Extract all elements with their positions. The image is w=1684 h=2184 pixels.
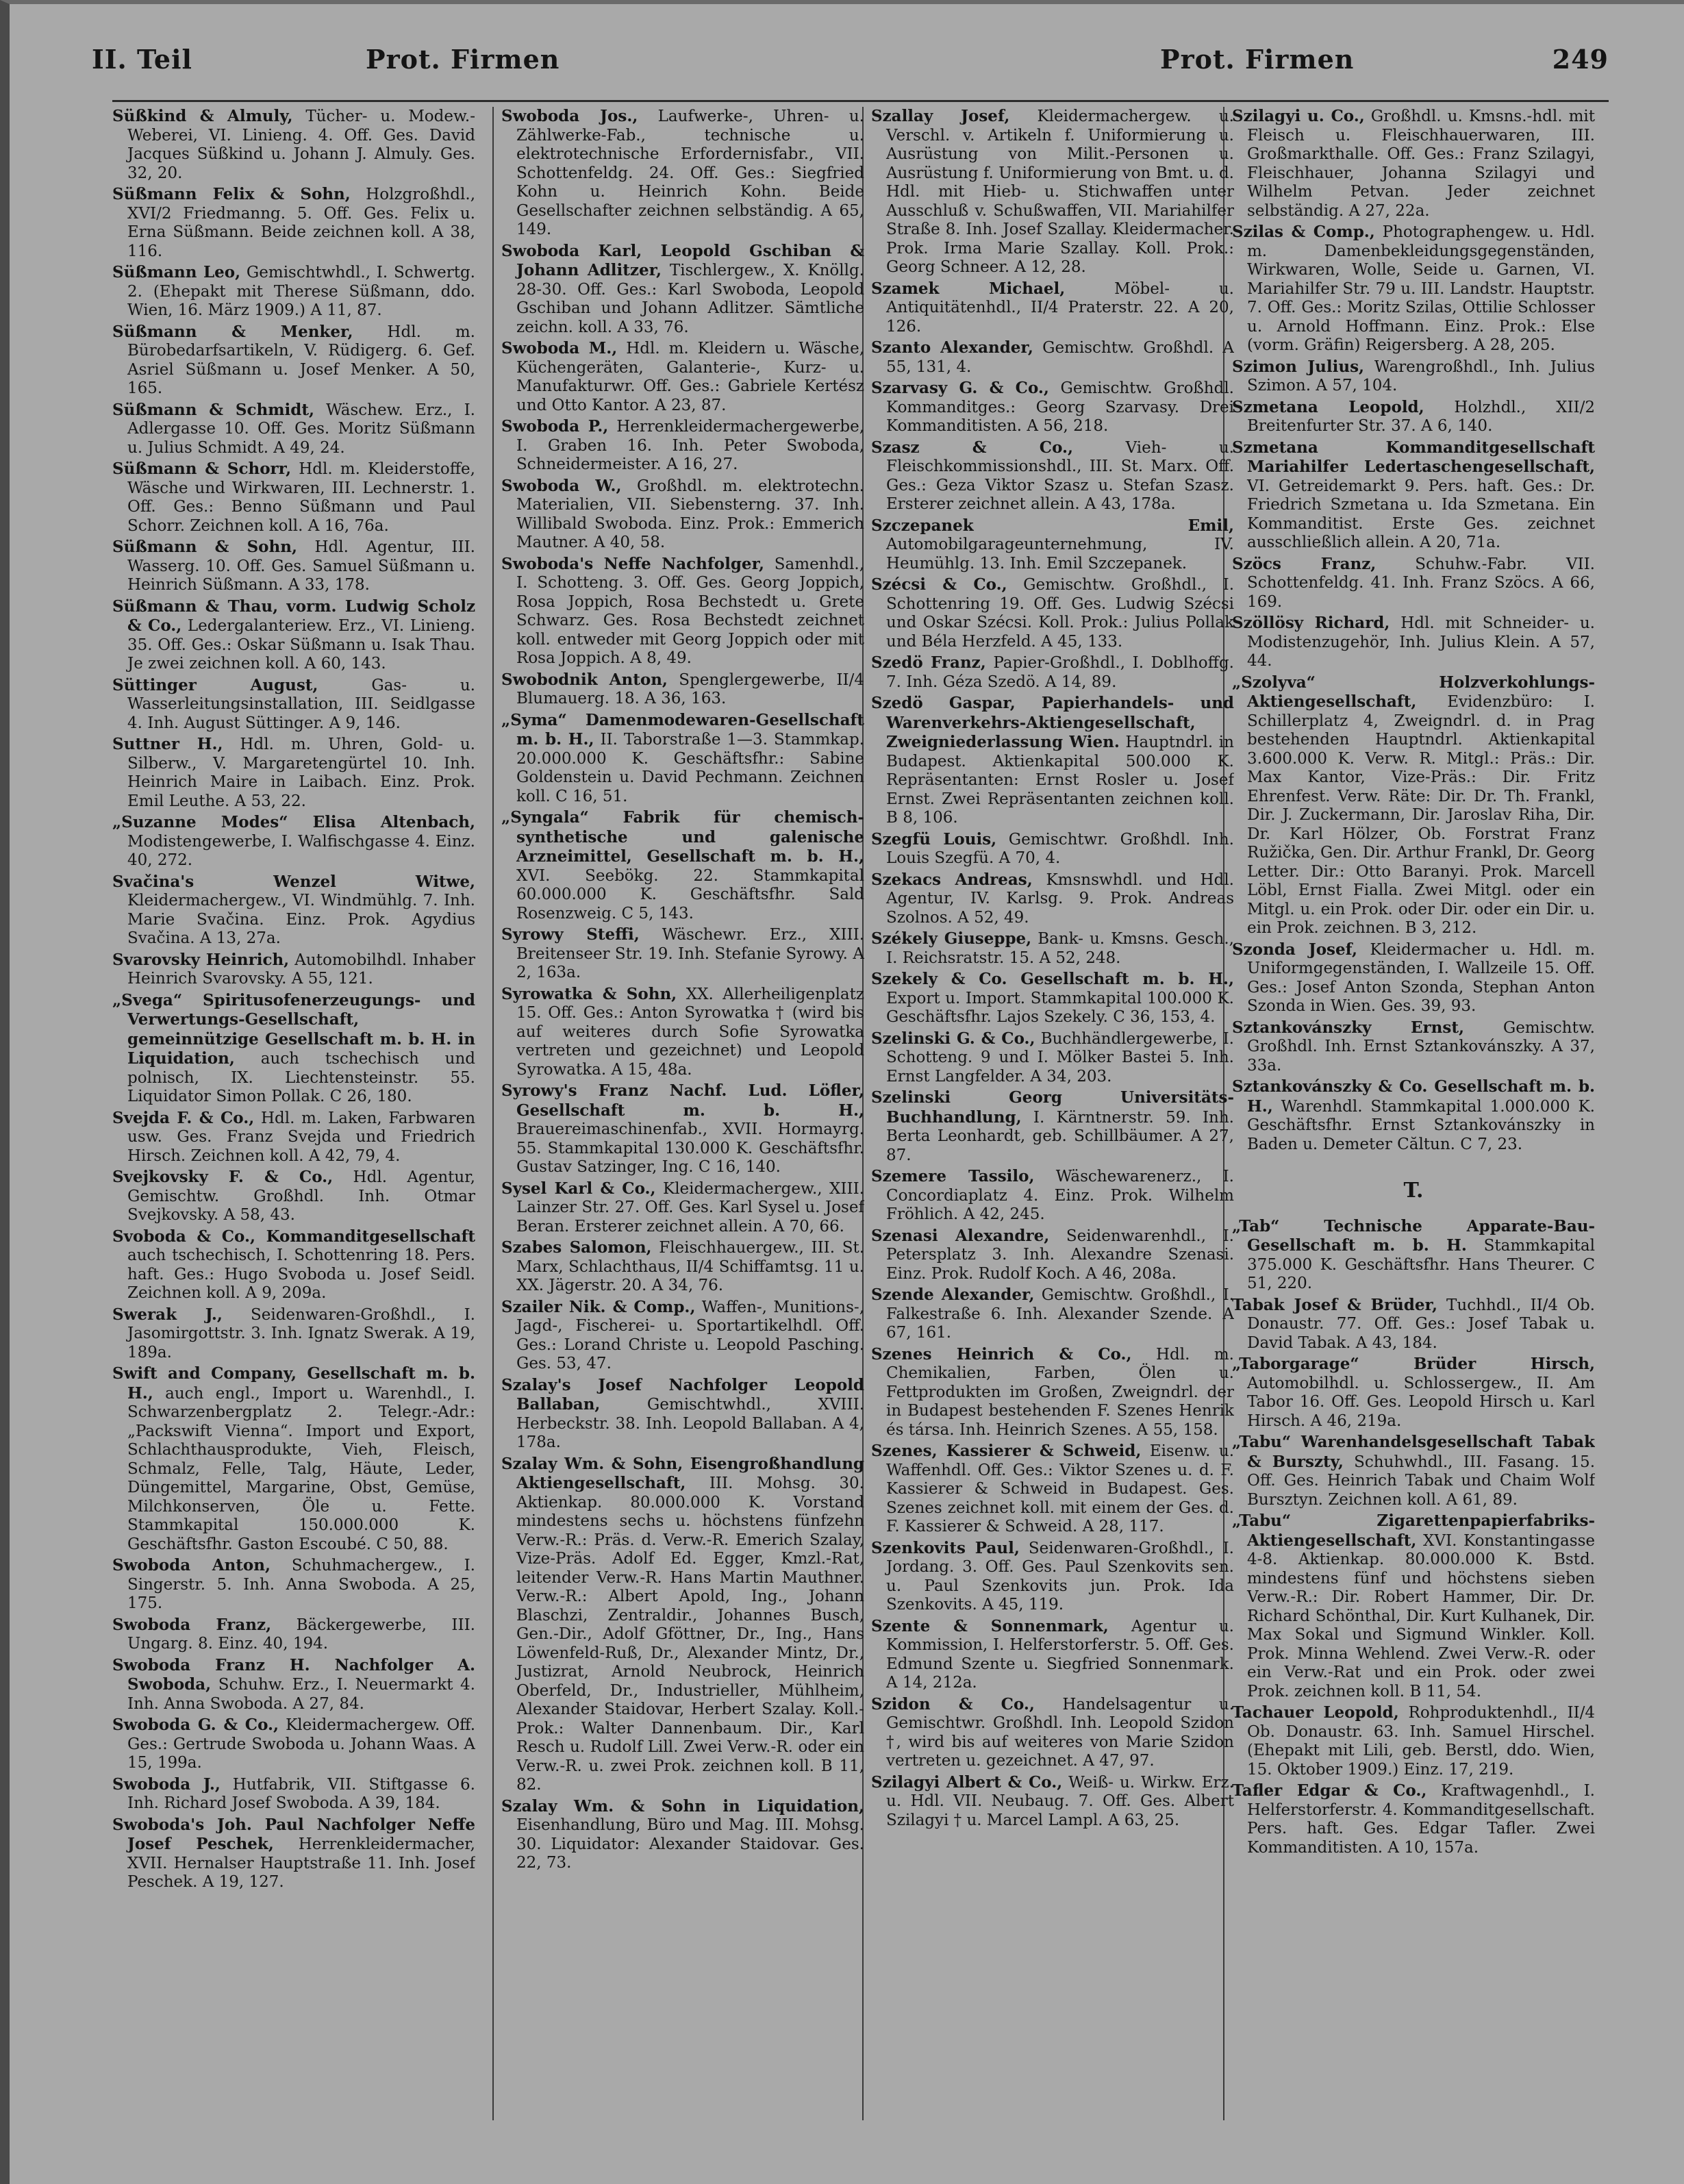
entry-details: Hdl. m. Bürobedarfsartikeln, V. Rüdigerg. 6. Gef. Asriel Süßmann u. Josef Menker. A 50, 165. <box>127 323 475 397</box>
entry-details: XX. Allerheiligenplatz 15. Off. Ges.: Anton Syrowatka † (wird bis auf weiteres durch Sofie Syrowatka vertreten und gezeichnet) und Leopold Syrowatka. A 15, 48a. <box>516 985 864 1079</box>
firm-name: Swoboda Franz H. Nachfolger A. Swoboda, <box>112 1655 475 1694</box>
entry-details: Tuchhdl., II/4 Ob. Donaustr. 77. Off. Ges.: Josef Tabak u. David Tabak. A 43, 184. <box>1247 1296 1595 1352</box>
directory-entry <box>1232 673 1595 938</box>
directory-entry <box>501 1455 864 1795</box>
firm-name: Szasz & Co., <box>871 438 1074 457</box>
firm-name: Süßmann & Schorr, <box>112 460 292 478</box>
entry-details: Seidenwaren-Großhdl., I. Jasomirgottstr. 3. Inh. Ignatz Swerak. A 19, 189a. <box>127 1305 475 1361</box>
entry-details: Gemischtwhdl., I. Schwertg. 2. (Ehepakt mit Therese Süßmann, ddo. Wien, 16. März 1909.) A 11, 87. <box>127 264 475 319</box>
firm-name: Szöcs Franz, <box>1232 554 1377 573</box>
directory-entry <box>871 1617 1234 1693</box>
entry-details: Bank- u. Kmsns. Gesch., I. Reichsratstr. 15. A 52, 248. <box>886 930 1234 967</box>
entry-details: Wäschewr. Erz., XIII. Breitenseer Str. 19. Inh. Stefanie Syrowy. A 2, 163a. <box>516 926 864 981</box>
entry-details: Kleidermachergew. u. Verschl. v. Artikeln f. Uniformierung u. Ausrüstung von Milit.-Personen u. Ausrüstung f. Uniformierung von Bmt. u. d. Hdl. mit Hieb- u. Stichwaffen unter Ausschluß v. Schußwaffen, VII. Mariahilfer Straße 8. Inh. Josef Szallay. Kleidermacher. Prok. Irma Marie Szallay. Koll. Prok.: Georg Schneer. A 12, 28. <box>886 108 1234 276</box>
entry-details: Kleidermacher u. Hdl. m. Uniformgegenständen, I. Wallzeile 15. Off. Ges.: Josef Anton Szonda, Stephan Anton Szonda in Wien. Ges. 39, 93. <box>1247 940 1595 1015</box>
firm-name: Szegfü Louis, <box>871 829 997 849</box>
firm-name: Sysel Karl & Co., <box>501 1179 656 1198</box>
entry-details: Automobilgarageunternehmung, IV. Heumühlg. 13. Inh. Emil Szczepanek. <box>886 536 1234 573</box>
firm-name: Süttinger August, <box>112 675 318 694</box>
firm-name: Szimon Julius, <box>1232 357 1365 376</box>
entry-details: Holzgroßhdl., XVI/2 Friedmanng. 5. Off. Ges. Felix u. Erna Süßmann. Beide zeichnen koll. A 38, 116. <box>127 186 475 260</box>
directory-entry <box>501 339 864 415</box>
directory-entry <box>112 107 475 183</box>
firm-name: Szmetana Leopold, <box>1232 397 1424 416</box>
entry-details: XVI. Konstantingasse 4-8. Aktienkap. 80.000.000 K. Bstd. mindestens fünf und höchstens sieben Verw.-R.: Dir. Robert Hammer, Dir. Dr. Richard Schönthal, Dir. Kurt Kulhanek, Dir. Max Sokal und Sigmund Winkler. Koll. Prok. Minna Wehlend. Zwei Verw.-R. oder ein Verw.-Rat und ein Prok. oder zwei Prok. zeichnen koll. B 11, 54. <box>1247 1531 1595 1700</box>
entry-details: Gemischtw. Großhdl. A 55, 131, 4. <box>886 339 1234 376</box>
firm-name: Szczepanek Emil, <box>871 516 1234 535</box>
entry-details: Kleidermachergew., XIII. Lainzer Str. 27. Off. Ges. Karl Sysel u. Josef Beran. Ersterer zeichnet allein. A 70, 66. <box>516 1179 864 1235</box>
entry-details: II. Taborstraße 1—3. Stammkap. 20.000.000 K. Geschäftsfhr.: Sabine Goldenstein u. David Pechmann. Zeichnen koll. C 16, 51. <box>516 731 864 805</box>
firm-name: Szarvasy G. & Co., <box>871 379 1049 397</box>
firm-name: Süßmann & Schmidt, <box>112 400 314 419</box>
firm-name: Szelinski Georg Universitäts-Buchhandlung, <box>871 1088 1234 1127</box>
directory-entry <box>871 1442 1234 1537</box>
firm-name: Swoboda G. & Co., <box>112 1716 279 1734</box>
firm-name: Szende Alexander, <box>871 1285 1035 1304</box>
entry-details: Eisenhandlung, Büro und Mag. III. Mohsg. 30. Liquidator: Alexander Staidovar. Ges. 22, 73. <box>516 1816 864 1872</box>
directory-entry <box>871 438 1234 514</box>
firm-name: Swoboda P., <box>501 417 609 436</box>
directory-entry <box>112 951 475 989</box>
directory-entry <box>1232 1355 1595 1431</box>
firm-name: Syrowy's Franz Nachf. Lud. Löfler, Gesellschaft m. b. H., <box>501 1081 864 1120</box>
entry-details: auch tschechisch und polnisch, IX. Liechtensteinstr. 55. Liquidator Simon Pollak. C 26, 180. <box>127 1050 475 1105</box>
directory-entry <box>501 477 864 553</box>
firm-name: Swoboda's Joh. Paul Nachfolger Neffe Josef Peschek, <box>112 1815 475 1853</box>
firm-name: Szelinski G. & Co., <box>871 1029 1035 1048</box>
entry-details: Gemischtw. Großhdl., I. Schottenring 19. Off. Ges. Ludwig Szécsi und Oskar Szécsi. Koll. Prok.: Julius Pollak und Béla Herzfeld. A 45, 133. <box>886 576 1234 651</box>
directory-entry <box>871 870 1234 928</box>
directory-entry <box>112 676 475 733</box>
entry-details: Tücher- u. Modew.-Weberei, VI. Linieng. 4. Off. Ges. David Jacques Süßkind u. Johann J. Almuly. Ges. 32, 20. <box>127 108 475 182</box>
firm-name: Szente & Sonnenmark, <box>871 1616 1109 1635</box>
entry-details: auch tschechisch, I. Schottenring 18. Pers. haft. Ges.: Hugo Svoboda u. Josef Seidl. Zeichnen koll. A 9, 209a. <box>127 1246 475 1302</box>
firm-name: Süßmann & Menker, <box>112 322 353 341</box>
directory-entry <box>1232 1018 1595 1076</box>
entry-details: Schuhw.-Fabr. VII. Schottenfeldg. 41. Inh. Franz Szöcs. A 66, 169. <box>1247 555 1595 611</box>
directory-entry <box>871 575 1234 651</box>
firm-name: Swift and Company, Gesellschaft m. b. H., <box>112 1364 475 1403</box>
firm-name: Svoboda & Co., Kommanditgesellschaft <box>112 1227 475 1246</box>
firm-name: „Taborgarage“ Brüder Hirsch, <box>1232 1355 1595 1373</box>
entry-details: Holzhdl., XII/2 Breitenfurter Str. 37. A 6, 140. <box>1247 398 1595 435</box>
entry-details: Automobilhdl. Inhaber Heinrich Svarovsky. A 55, 121. <box>127 951 475 988</box>
firm-name: Székely Giuseppe, <box>871 929 1032 948</box>
directory-entry <box>1232 223 1595 355</box>
entry-details: Export u. Import. Stammkapital 100.000 K. Geschäftsfhr. Lajos Szekely. C 36, 153, 4. <box>886 989 1234 1026</box>
entry-details: Hdl. mit Schneider- u. Modistenzugehör, Inh. Julius Klein. A 57, 44. <box>1247 614 1595 670</box>
firm-name: Szallay Josef, <box>871 107 1010 125</box>
entry-details: Hdl. m. Chemikalien, Farben, Ölen u. Fettprodukten im Großen, Zweigndrl. der in Budapest bestehenden F. Szenes Henrik és társa. Inh. Heinrich Szenes. A 55, 158. <box>886 1345 1234 1439</box>
directory-entry <box>112 735 475 811</box>
firm-name: Szöllösy Richard, <box>1232 614 1390 632</box>
firm-name: Szilagyi Albert & Co., <box>871 1772 1063 1792</box>
firm-name: Syrowy Steffi, <box>501 925 640 944</box>
directory-entry <box>112 813 475 870</box>
firm-name: Swoboda Anton, <box>112 1556 271 1574</box>
firm-name: Süßmann Felix & Sohn, <box>112 185 351 203</box>
column-divider <box>492 107 494 2120</box>
directory-entry <box>871 653 1234 692</box>
firm-name: Süßmann & Sohn, <box>112 538 297 556</box>
directory-entry <box>1232 1077 1595 1154</box>
entry-details: Gemischtw. Großhdl. Kommanditges.: Georg Szarvasy. Drei Kommanditisten. A 56, 218. <box>886 379 1234 435</box>
directory-entry <box>501 925 864 983</box>
column-3 <box>871 107 1234 2120</box>
entry-details: Rohproduktenhdl., II/4 Ob. Donaustr. 63. Inh. Samuel Hirschel. (Ehepakt mit Lili, geb. Berstl, ddo. Wien, 15. Oktober 1909.) Einz. 17, 219. <box>1247 1704 1595 1779</box>
directory-entry <box>501 417 864 475</box>
entry-details: Stammkapital 375.000 K. Geschäftsfhr. Hans Theurer. C 51, 220. <box>1247 1237 1595 1292</box>
entry-details: Eisenw. u. Waffenhdl. Off. Ges.: Viktor Szenes u. d. F. Kassierer & Schweid in Budapest. Ges. Szenes zeichnet koll. mit einem der Ges. d. F. Kassierer & Schweid. A 28, 117. <box>886 1442 1234 1535</box>
directory-entry <box>871 694 1234 828</box>
entry-details: Spenglergewerbe, II/4 Blumauerg. 18. A 36, 163. <box>516 670 864 707</box>
entry-details: I. Kärntnerstr. 59. Inh. Berta Leonhardt, geb. Schillbäumer. A 27, 87. <box>886 1108 1234 1164</box>
column-4 <box>1232 107 1595 2120</box>
directory-entry <box>112 401 475 458</box>
entry-details: Kleidermachergew. Off. Ges.: Gertrude Swoboda u. Johann Waas. A 15, 199a. <box>127 1716 475 1772</box>
column-1 <box>112 107 475 2120</box>
directory-entry <box>112 1168 475 1225</box>
entry-details: Wäschewarenerz., I. Concordiaplatz 4. Einz. Prok. Wilhelm Fröhlich. A 42, 245. <box>886 1168 1234 1223</box>
entry-details: Ledergalanteriew. Erz., VI. Linieng. 35. Off. Ges.: Oskar Süßmann u. Isak Thau. Je zwei zeichnen koll. A 60, 143. <box>127 617 475 673</box>
entry-details: Herrenkleidermacher, XVII. Hernalser Hauptstraße 11. Inh. Josef Peschek. A 19, 127. <box>127 1835 475 1891</box>
firm-name: Süßmann Leo, <box>112 263 241 281</box>
firm-name: Szalay Wm. & Sohn in Liquidation, <box>501 1796 864 1816</box>
directory-entry <box>112 538 475 595</box>
entry-details: Fleischhauergew., III. St. Marx, Schlachthaus, II/4 Schiffamtsg. 11 u. XX. Jägerstr. 20. A 34, 76. <box>516 1239 864 1294</box>
directory-entry <box>871 1029 1234 1087</box>
firm-name: Tafler Edgar & Co., <box>1232 1781 1427 1800</box>
firm-name: Svarovsky Heinrich, <box>112 950 290 969</box>
entry-details: Hauptndrl. in Budapest. Aktienkapital 500.000 K. Repräsentanten: Ernst Rosler u. Josef Ernst. Zwei Repräsentanten zeichnen koll. B 8, 106. <box>886 733 1234 827</box>
entry-details: Hutfabrik, VII. Stiftgasse 6. Inh. Richard Josef Swoboda. A 39, 184. <box>127 1775 475 1812</box>
directory-entry <box>871 1227 1234 1284</box>
entry-details: Brauereimaschinenfab., XVII. Hormayrg. 55. Stammkapital 130.000 K. Geschäftsfhr. Gustav Satzinger, Ing. C 16, 140. <box>516 1120 864 1176</box>
firm-name: „Tab“ Technische Apparate-Bau-Gesellschaft m. b. H. <box>1232 1216 1595 1255</box>
directory-entry <box>112 597 475 674</box>
entry-details: Gemischtw. Großhdl., I. Falkestraße 6. Inh. Alexander Szende. A 67, 161. <box>886 1286 1234 1342</box>
firm-name: Szmetana Kommanditgesellschaft Mariahilfer Ledertaschengesellschaft, <box>1232 438 1595 476</box>
directory-entry <box>1232 940 1595 1016</box>
firm-name: Szekely & Co. Gesellschaft m. b. H., <box>871 970 1234 988</box>
entry-details: Kmsnswhdl. und Hdl. Agentur, IV. Karlsg. 9. Prok. Andreas Szolnos. A 52, 49. <box>886 870 1234 927</box>
firm-name: Szedö Gaspar, Papierhandels- und Warenverkehrs-Aktiengesellschaft, Zweigniederlassung Wien. <box>871 694 1234 751</box>
entry-details: Gemischtwhdl., XVIII. Herbeckstr. 38. Inh. Leopold Ballaban. A 4, 178a. <box>516 1396 864 1451</box>
entry-details: Samenhdl., I. Schotteng. 3. Off. Ges. Georg Joppich, Rosa Joppich, Rosa Bechstedt u. Grete Schwarz. Ges. Rosa Bechstedt zeichnet koll. entweder mit Georg Joppich oder mit Rosa Joppich. A 8, 49. <box>516 555 864 667</box>
firm-name: „Syngala“ Fabrik für chemisch-synthetische und galenische Arzneimittel, Gesellschaft m. b. H., <box>501 808 864 866</box>
entry-details: Waffen-, Munitions-, Jagd-, Fischerei- u. Sportartikelhdl. Off. Ges.: Lorand Christe u. Leopold Pasching. Ges. 53, 47. <box>516 1298 864 1372</box>
firm-name: „Tabu“ Zigarettenpapierfabriks-Aktiengesellschaft, <box>1232 1511 1595 1550</box>
entry-details: Herrenkleidermachergewerbe, I. Graben 16. Inh. Peter Swoboda, Schneidermeister. A 16, 27. <box>516 418 864 473</box>
entry-details: Kleidermachergew., VI. Windmühlg. 7. Inh. Marie Svačina. Einz. Prok. Agydius Svačina. A 13, 27a. <box>127 892 475 947</box>
directory-entry <box>112 460 475 536</box>
entry-details: Seidenwarenhdl., I. Petersplatz 3. Inh. Alexandre Szenasi. Einz. Prok. Rudolf Koch. A 46, 208a. <box>886 1227 1234 1283</box>
directory-entry <box>112 1616 475 1654</box>
entry-details: Papier-Großhdl., I. Doblhoffg. 7. Inh. Géza Szedö. A 14, 89. <box>886 654 1234 691</box>
firm-name: „Suzanne Modes“ Elisa Altenbach, <box>112 813 475 831</box>
firm-name: Swoboda's Neffe Nachfolger, <box>501 554 765 573</box>
entry-details: III. Mohsg. 30. Aktienkap. 80.000.000 K. Vorstand mindestens sechs u. höchstens fünfzehn Verw.-R.: Präs. d. Verw.-R. Emerich Szalay, Vize-Präs. Adolf Ed. Egger, Kmzl.-Rat, leitender Verw.-R. Hans Martin Mauthner. Verw.-R.: Albert Apold, Ing., Johann Blaschzi, Zentraldir., Johannes Busch, Gen.-Dir., Adolf Gföttner, Dr., Ing., Hans Löwenfeld-Ruß, Dr., Alexander Mintz, Dr., Justizrat, Arnold Neubrock, Heinrich Oberfeld, Dr., Industrieller, Mühlheim, Alexander Staidovar, Herbert Szalay. Koll.-Prok.: Walter Dannenbaum. Dir., Karl Resch u. Rudolf Lill. Zwei Verw.-R. oder ein Verw.-R. u. zwei Prok. zeichnen koll. B 11, 82. <box>516 1474 864 1794</box>
entry-details: Schuhwhdl., III. Fasang. 15. Off. Ges. Heinrich Tabak und Chaim Wolf Bursztyn. Zeichnen koll. A 61, 89. <box>1247 1453 1595 1509</box>
entry-details: Warengroßhdl., Inh. Julius Szimon. A 57, 104. <box>1247 357 1595 394</box>
directory-entry <box>112 263 475 321</box>
directory-entry <box>501 985 864 1080</box>
directory-entry <box>871 107 1234 277</box>
firm-name: Szenes, Kassierer & Schweid, <box>871 1442 1142 1460</box>
entry-details: Warenhdl. Stammkapital 1.000.000 K. Geschäftsfhr. Ernst Sztankovánszky in Baden u. Demeter Căltun. C 7, 23. <box>1247 1097 1595 1153</box>
entry-details: Hdl. m. Uhren, Gold- u. Silberw., V. Margaretengürtel 10. Inh. Heinrich Maire in Laibach. Einz. Prok. Emil Leuthe. A 53, 22. <box>127 736 475 810</box>
directory-entry <box>501 1238 864 1296</box>
firm-name: Svejda F. & Co., <box>112 1108 255 1127</box>
firm-name: Szenkovits Paul, <box>871 1538 1020 1557</box>
entry-details: Gas- u. Wasserleitungsinstallation, III. Seidlgasse 4. Inh. August Süttinger. A 9, 146. <box>127 676 475 732</box>
firm-name: Sztankovánszky & Co. Gesellschaft m. b. H., <box>1232 1077 1595 1116</box>
directory-entry <box>501 1376 864 1453</box>
section-letter: T. <box>1403 1179 1424 1203</box>
directory-entry <box>871 1167 1234 1225</box>
entry-details: Gemischtw. Großhdl. Inh. Ernst Sztankovánszky. A 37, 33a. <box>1247 1018 1595 1075</box>
entry-details: Möbel- u. Antiquitätenhdl., II/4 Praterstr. 22. A 20, 126. <box>886 279 1234 336</box>
directory-entry <box>501 1179 864 1237</box>
directory-entry <box>871 929 1234 968</box>
column-2 <box>501 107 864 2120</box>
directory-entry <box>871 338 1234 377</box>
firm-name: Szabes Salomon, <box>501 1238 652 1257</box>
firm-name: Szenasi Alexandre, <box>871 1226 1050 1245</box>
firm-name: Swobodnik Anton, <box>501 670 668 689</box>
directory-entry <box>871 1345 1234 1440</box>
directory-entry <box>871 379 1234 436</box>
directory-entry <box>112 323 475 399</box>
directory-entry <box>871 516 1234 574</box>
firm-name: Szemere Tassilo, <box>871 1167 1035 1185</box>
directory-entry <box>1232 555 1595 612</box>
directory-entry <box>112 185 475 261</box>
firm-name: Syrowatka & Sohn, <box>501 984 677 1003</box>
entry-details: Großhdl. u. Kmsns.-hdl. mit Fleisch u. Fleischhauerwaren, III. Großmarkthalle. Off. Ges.: Franz Szilagyi, Fleischhauer, Johanna Szilagyi und Wilhelm Petvan. Jeder zeichnet selbständig. A 27, 22a. <box>1247 108 1595 220</box>
directory-entry <box>112 1227 475 1303</box>
directory-entry <box>1232 107 1595 221</box>
directory-entry <box>871 970 1234 1027</box>
directory-entry <box>112 991 475 1107</box>
directory-entry <box>871 1285 1234 1343</box>
firm-name: Suttner H., <box>112 735 223 753</box>
entry-details: Modistengewerbe, I. Walfischgasse 4. Einz. 40, 272. <box>127 832 475 869</box>
firm-name: „Szolyva“ Holzverkohlungs-Aktiengesellschaft, <box>1232 673 1595 711</box>
directory-entry <box>871 279 1234 337</box>
directory-entry <box>1232 357 1595 396</box>
directory-entry <box>501 555 864 668</box>
firm-name: Tabak Josef & Brüder, <box>1232 1295 1437 1314</box>
entry-details: Buchhändlergewerbe, I. Schotteng. 9 und I. Mölker Bastei 5. Inh. Ernst Langfelder. A 34, 203. <box>886 1029 1234 1085</box>
firm-name: Sztankovánszky Ernst, <box>1232 1018 1464 1037</box>
entry-details: Bäckergewerbe, III. Ungarg. 8. Einz. 40, 194. <box>127 1616 475 1653</box>
firm-name: Szailer Nik. & Comp., <box>501 1297 696 1316</box>
entry-details: Großhdl. m. elektrotechn. Materialien, VII. Siebensterng. 37. Inh. Willibald Swoboda. Einz. Prok.: Emmerich Mautner. A 40, 58. <box>516 477 864 551</box>
entry-details: Photographengew. u. Hdl. m. Damenbekleidungsgegenständen, Wirkwaren, Wolle, Seide u. Garnen, VI. Mariahilfer Str. 79 u. III. Landstr. Hauptstr. 7. Off. Ges.: Moritz Szilas, Ottilie Schlosser u. Arnold Hoffmann. Einz. Prok.: Else (vorm. Gräfin) Reigersberg. A 28, 205. <box>1247 223 1595 354</box>
directory-entry <box>112 873 475 949</box>
entry-details: Schuhw. Erz., I. Neuermarkt 4. Inh. Anna Swoboda. A 27, 84. <box>127 1676 475 1713</box>
firm-name: Szanto Alexander, <box>871 338 1033 357</box>
directory-entry <box>112 1816 475 1892</box>
firm-name: Szécsi & Co., <box>871 575 1007 594</box>
directory-entry <box>112 1305 475 1363</box>
firm-name: Svačina's Wenzel Witwe, <box>112 872 475 891</box>
entry-details: Schuhmachergew., I. Singerstr. 5. Inh. Anna Swoboda. A 25, 175. <box>127 1557 475 1612</box>
firm-name: Szenes Heinrich & Co., <box>871 1344 1132 1364</box>
directory-entry <box>112 1556 475 1614</box>
firm-name: Szekacs Andreas, <box>871 870 1033 889</box>
directory-entry <box>501 670 864 709</box>
firm-name: Swoboda M., <box>501 339 618 357</box>
directory-entry <box>112 1656 475 1714</box>
firm-name: Szidon & Co., <box>871 1694 1035 1714</box>
entry-details: Hdl. m. Kleidern u. Wäsche, Küchengeräten, Galanterie-, Kurz- u. Manufakturwr. Off. Ges.: Gabriele Kertész und Otto Kantor. A 23, 87. <box>516 340 864 414</box>
firm-name: Svejkovsky F. & Co., <box>112 1168 334 1186</box>
firm-name: Süßkind & Almuly, <box>112 107 293 125</box>
firm-name: Tachauer Leopold, <box>1232 1703 1399 1722</box>
directory-entry <box>501 1298 864 1374</box>
entry-details: Hdl. Agentur, III. Wasserg. 10. Off. Ges. Samuel Süßmann u. Heinrich Süßmann. A 33, 178. <box>127 538 475 594</box>
directory-entry <box>112 1364 475 1554</box>
directory-entry <box>871 830 1234 868</box>
directory-entry <box>501 107 864 240</box>
entry-details: Weiß- u. Wirkw. Erz. u. Hdl. VII. Neubaug. 7. Off. Ges. Albert Szilagyi † u. Marcel Lampl. A 63, 25. <box>886 1773 1234 1829</box>
entry-details: Wäschew. Erz., I. Adlergasse 10. Off. Ges. Moritz Süßmann u. Julius Schmidt. A 49, 24. <box>127 401 475 457</box>
directory-entry <box>871 1088 1234 1165</box>
directory-entry <box>1232 1511 1595 1701</box>
entry-details: Seidenwaren-Großhdl., I. Jordang. 3. Off. Ges. Paul Szenkovits sen. u. Paul Szenkovits jun. Prok. Ida Szenkovits. A 45, 119. <box>886 1539 1234 1614</box>
directory-entry <box>501 711 864 807</box>
firm-name: Swoboda Franz, <box>112 1615 272 1634</box>
header-rule <box>112 100 1609 102</box>
firm-name: Szonda Josef, <box>1232 940 1358 959</box>
directory-entry <box>501 242 864 338</box>
entry-details: Gemischtwr. Großhdl. Inh. Louis Szegfü. A 70, 4. <box>886 830 1234 867</box>
firm-name: Swoboda Karl, Leopold Gschiban & Johann Adlitzer, <box>501 241 864 279</box>
directory-entry <box>871 1773 1234 1831</box>
firm-name: Swoboda Jos., <box>501 107 638 125</box>
firm-name: Szalay's Josef Nachfolger Leopold Ballaban, <box>501 1375 864 1414</box>
entry-details: XVI. Seebökg. 22. Stammkapital 60.000.000 K. Geschäftsfhr. Sald Rosenzweig. C 5, 143. <box>516 866 864 922</box>
directory-entry <box>1232 438 1595 553</box>
firm-name: Szalay Wm. & Sohn, Eisengroßhandlung Aktiengesellschaft, <box>501 1454 864 1492</box>
entry-details: Kraftwagenhdl., I. Helferstorferstr. 4. Kommanditgesellschaft. Pers. haft. Ges. Edgar Tafler. Zwei Kommanditisten. A 10, 157a. <box>1247 1782 1595 1857</box>
entry-details: Vieh- u. Fleischkommissionshdl., III. St. Marx. Off. Ges.: Geza Viktor Szasz u. Stefan Szasz. Ersterer zeichnet allein. A 43, 178a. <box>886 438 1234 513</box>
page-header <box>92 44 1609 92</box>
firm-name: „Svega“ Spiritusofenerzeugungs- und Verwertungs-Gesellschaft, gemeinnützige Gesellschaft m. b. H. in Liquidation, <box>112 990 475 1068</box>
directory-entry <box>501 808 864 923</box>
entry-details: Automobilhdl. u. Schlossergew., II. Am Tabor 16. Off. Ges. Leopold Hirsch u. Karl Hirsch. A 46, 219a. <box>1247 1374 1595 1430</box>
directory-entry <box>1232 1781 1595 1857</box>
firm-name: Szamek Michael, <box>871 279 1066 298</box>
entry-details: VI. Getreidemarkt 9. Pers. haft. Ges.: Dr. Friedrich Szmetana u. Ida Szmetana. Ein Kommanditist. Erste Ges. zeichnet ausschließlich allein. A 20, 71a. <box>1247 477 1595 551</box>
directory-entry <box>1232 1217 1595 1294</box>
firm-name: Szedö Franz, <box>871 653 986 672</box>
directory-entry <box>871 1695 1234 1771</box>
entry-details: Tischlergew., X. Knöllg. 28-30. Off. Ges.: Karl Swoboda, Leopold Gschiban und Johann Adlitzer. Sämtliche zeichn. koll. A 33, 76. <box>516 262 864 336</box>
entry-details: Hdl. m. Laken, Farbwaren usw. Ges. Franz Svejda und Friedrich Hirsch. Zeichnen koll. A 42, 79, 4. <box>127 1109 475 1165</box>
entry-details: Evidenzbüro: I. Schillerplatz 4, Zweigndrl. d. in Prag bestehenden Hauptndrl. Aktienkapital 3.600.000 K. Verw. R. Mitgl.: Präs.: Dir. Max Kantor, Vize-Präs.: Dir. Fritz Ehrenfest. Verw. Räte: Dir. Dr. Th. Frankl, Dir. J. Zuckermann, Dir. Jaroslav Riha, Dir. Dr. Karl Hölzer, Ob. Forstrat Franz Ružička, Gen. Dir. Arthur Frankl, Dr. Georg Letter. Dir.: Otto Baranyi. Prok. Marcell Löbl, Ernst Fialla. Zwei Mitgl. oder ein Mitgl. u. ein Prok. oder Dir. oder ein Dir. u. ein Prok. zeichnen. B 3, 212. <box>1247 693 1595 937</box>
directory-entry <box>1232 1296 1595 1353</box>
directory-entry <box>1232 398 1595 436</box>
firm-name: Szilagyi u. Co., <box>1232 107 1365 125</box>
page-number: 249 <box>1552 44 1609 75</box>
directory-entry <box>112 1775 475 1813</box>
running-title-right: Prot. Firmen <box>1160 44 1355 75</box>
firm-name: Swoboda W., <box>501 476 622 495</box>
directory-entry <box>112 1716 475 1773</box>
directory-entry <box>871 1539 1234 1615</box>
directory-entry <box>112 1109 475 1166</box>
firm-name: Swerak J., <box>112 1305 223 1324</box>
firm-name: „Syma“ Damenmodewaren-Gesellschaft m. b. H., <box>501 710 864 749</box>
directory-entry <box>1232 1703 1595 1779</box>
directory-entry <box>1232 1433 1595 1509</box>
entry-details: Laufwerke-, Uhren- u. Zählwerke-Fab., technische u. elektrotechnische Erfordernisfabr., VII. Schottenfeldg. 24. Off. Ges.: Siegfried Kohn u. Heinrich Kohn. Beide Gesellschafter zeichnen selbständig. A 65, 149. <box>516 108 864 238</box>
firm-name: Szilas & Comp., <box>1232 223 1375 241</box>
entry-details: Hdl. Agentur, Gemischtw. Großhdl. Inh. Otmar Svejkovsky. A 58, 43. <box>127 1168 475 1224</box>
running-title-left: Prot. Firmen <box>366 44 560 75</box>
firm-name: Süßmann & Thau, vorm. Ludwig Scholz & Co., <box>112 597 475 635</box>
entry-details: auch engl., Import u. Warenhdl., I. Schwarzenbergplatz 2. Telegr.-Adr.: „Packswift Vienna“. Import und Export, Schlachthausprodukte, Vieh, Fleisch, Schmalz, Felle, Talg, Häute, Leder, Düngemittel, Margarine, Obst, Gemüse, Milchkonserven, Öle u. Fette. Stammkapital 150.000.000 K. Geschäftsfhr. Gaston Escoubé. C 50, 88. <box>127 1384 475 1553</box>
entry-details: Handelsagentur u. Gemischtwr. Großhdl. Inh. Leopold Szidon †, wird bis auf weiteres von Marie Szidon vertreten u. gezeichnet. A 47, 97. <box>886 1695 1234 1770</box>
entry-details: Hdl. m. Kleiderstoffe, Wäsche und Wirkwaren, III. Lechnerstr. 1. Off. Ges.: Benno Süßmann und Paul Schorr. Zeichnen koll. A 16, 76a. <box>127 460 475 535</box>
firm-name: Swoboda J., <box>112 1774 221 1794</box>
firm-name: „Tabu“ Warenhandelsgesellschaft Tabak & Burszty, <box>1232 1433 1595 1471</box>
directory-entry <box>501 1797 864 1873</box>
directory-entry <box>501 1081 864 1177</box>
directory-entry <box>1232 614 1595 671</box>
part-label: II. Teil <box>92 44 192 75</box>
entry-details: Agentur u. Kommission, I. Helferstorferstr. 5. Off. Ges. Edmund Szente u. Siegfried Sonnenmark. A 14, 212a. <box>886 1617 1234 1692</box>
